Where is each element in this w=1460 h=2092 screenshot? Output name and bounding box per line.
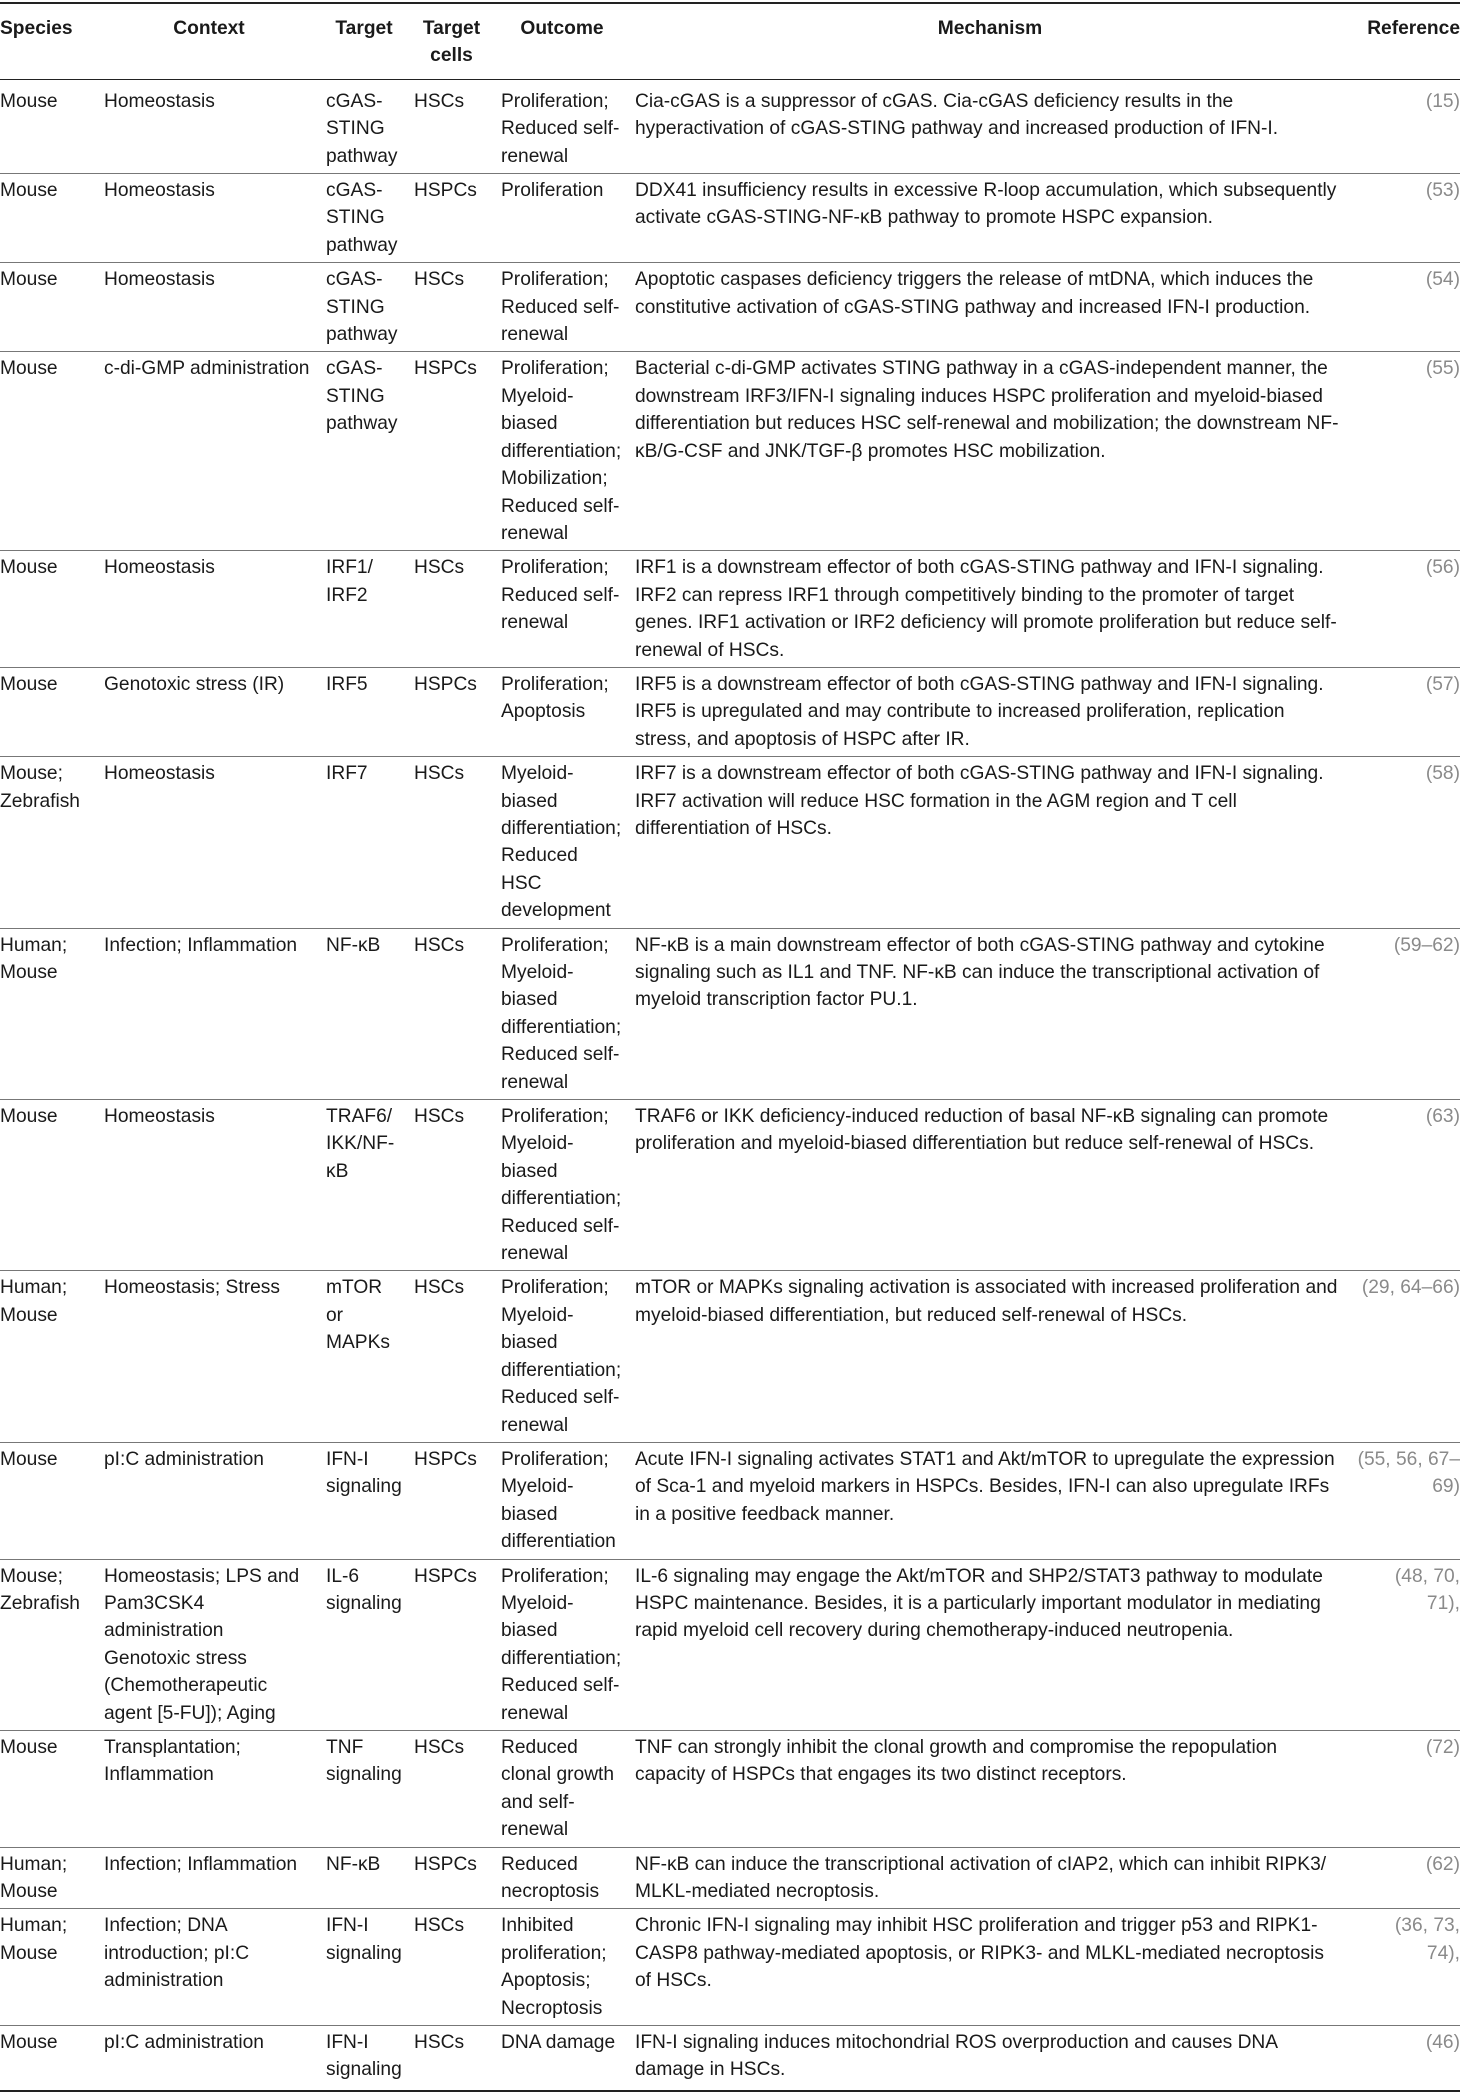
table-row xyxy=(0,1909,1460,2026)
table-header xyxy=(0,3,1460,79)
cell-target-cells: HSCs xyxy=(408,757,495,928)
cell-context: Infection; Inflammation xyxy=(98,928,320,1099)
cell-species: Human; Mouse xyxy=(0,928,98,1099)
cell-species: Mouse xyxy=(0,1442,98,1559)
cell-outcome: Proliferation; Myeloid-biased differentiation; Reduced self-renewal xyxy=(495,1271,629,1442)
cell-outcome: Reduced necroptosis xyxy=(495,1847,629,1909)
cell-target-cells: HSPCs xyxy=(408,174,495,263)
cell-reference: (57) xyxy=(1351,667,1460,756)
cell-mechanism: DDX41 insufficiency results in excessive R-loop accumulation, which subsequently activate cGAS-STING-NF-κB pathway to promote HSPC expansion. xyxy=(629,174,1351,263)
cell-target-cells: HSCs xyxy=(414,90,465,112)
cell-context: Homeostasis; Stress xyxy=(98,1271,320,1442)
hsc-signaling-table xyxy=(0,2,1460,2092)
cell-target: cGAS-STING pathway xyxy=(320,174,408,263)
cell-species: Human; Mouse xyxy=(0,1909,98,2026)
cell-outcome: Myeloid-biased differentiation; Reduced HSC development xyxy=(495,757,629,928)
cell-reference: (72) xyxy=(1351,1730,1460,1847)
header-mechanism: Mechanism xyxy=(629,3,1351,79)
cell-target-cells: HSPCs xyxy=(408,1442,495,1559)
cell-context: Homeostasis xyxy=(98,263,320,352)
cell-mechanism: IRF1 is a downstream effector of both cGAS-STING pathway and IFN-I signaling. IRF2 can repress IRF1 through competitively binding to the promoter of target genes. IRF1 activation or IRF2 deficiency will promote proliferation but reduce self-renewal of HSCs. xyxy=(629,551,1351,668)
cell-context: Genotoxic stress (IR) xyxy=(98,667,320,756)
cell-target: IFN-I signaling xyxy=(320,2026,408,2091)
cell-target-cells: HSCs xyxy=(408,1909,495,2026)
cell-target-cells: HSCs xyxy=(408,263,495,352)
table-row xyxy=(0,928,1460,1099)
cell-target: IFN-I signaling xyxy=(320,1909,408,2026)
cell-outcome: Proliferation; Myeloid-biased differentiation xyxy=(495,1442,629,1559)
cell-target: cGAS-STING pathway xyxy=(320,263,408,352)
cell-target-cells: HSCs xyxy=(408,928,495,1099)
cell-target-cells: HSCs xyxy=(408,1100,495,1271)
cell-species: Mouse; Zebrafish xyxy=(0,757,98,928)
cell-target-cells: HSCs xyxy=(408,2026,495,2091)
cell-species: Mouse xyxy=(0,90,58,112)
cell-outcome: Reduced clonal growth and self-renewal xyxy=(495,1730,629,1847)
cell-target-cells: HSCs xyxy=(408,1730,495,1847)
cell-species: Human; Mouse xyxy=(0,1271,98,1442)
cell-context: Homeostasis xyxy=(98,174,320,263)
cell-context: Transplantation; Inflammation xyxy=(98,1730,320,1847)
table-row xyxy=(0,1271,1460,1442)
cell-target: IL-6 signaling xyxy=(320,1559,408,1730)
cell-mechanism: Acute IFN-I signaling activates STAT1 and Akt/mTOR to upregulate the expression of Sca-1 and myeloid markers in HSPCs. Besides, IFN-I can also upregulate IRFs in a positive feedback manner. xyxy=(629,1442,1351,1559)
cell-reference: (54) xyxy=(1351,263,1460,352)
cell-context: c-di-GMP administration xyxy=(98,352,320,551)
cell-outcome: Proliferation; Reduced self-renewal xyxy=(501,90,620,167)
cell-mechanism: Chronic IFN-I signaling may inhibit HSC proliferation and trigger p53 and RIPK1-CASP8 pathway-mediated apoptosis, or RIPK3- and MLKL-mediated necroptosis of HSCs. xyxy=(629,1909,1351,2026)
cell-context: Homeostasis xyxy=(98,551,320,668)
cell-target-cells: HSPCs xyxy=(408,667,495,756)
table-body xyxy=(0,79,1460,2091)
cell-species: Mouse; Zebrafish xyxy=(0,1559,98,1730)
cell-reference: (48, 70, 71), xyxy=(1351,1559,1460,1730)
cell-mechanism: TRAF6 or IKK deficiency-induced reduction of basal NF-κB signaling can promote proliferation and myeloid-biased differentiation but reduce self-renewal of HSCs. xyxy=(629,1100,1351,1271)
cell-reference: (59–62) xyxy=(1351,928,1460,1099)
cell-outcome: Proliferation; Myeloid-biased differentiation; Mobilization; Reduced self-renewal xyxy=(495,352,629,551)
cell-reference: (46) xyxy=(1351,2026,1460,2091)
cell-reference: (53) xyxy=(1351,174,1460,263)
cell-target: IFN-I signaling xyxy=(320,1442,408,1559)
cell-target-cells: HSPCs xyxy=(408,1847,495,1909)
header-outcome: Outcome xyxy=(495,3,629,79)
cell-reference: (58) xyxy=(1351,757,1460,928)
cell-mechanism: IFN-I signaling induces mitochondrial ROS overproduction and causes DNA damage in HSCs. xyxy=(629,2026,1351,2091)
table-row xyxy=(0,1559,1460,1730)
cell-outcome: Proliferation; Reduced self-renewal xyxy=(495,551,629,668)
table-row xyxy=(0,757,1460,928)
cell-reference: (29, 64–66) xyxy=(1351,1271,1460,1442)
table-row xyxy=(0,352,1460,551)
cell-context: Homeostasis; LPS and Pam3CSK4 administration Genotoxic stress (Chemotherapeutic agent [5-FU]); Aging xyxy=(98,1559,320,1730)
cell-mechanism: Cia-cGAS is a suppressor of cGAS. Cia-cGAS deficiency results in the hyperactivation of cGAS-STING pathway and increased production of IFN-I. xyxy=(635,90,1279,140)
cell-mechanism: Bacterial c-di-GMP activates STING pathway in a cGAS-independent manner, the downstream IRF3/IFN-I signaling induces HSPC proliferation and myeloid-biased differentiation but reduces HSC self-renewal and mobilization; the downstream NF-κB/G-CSF and JNK/TGF-β promotes HSC mobilization. xyxy=(629,352,1351,551)
cell-outcome: Proliferation; Apoptosis xyxy=(495,667,629,756)
table-row xyxy=(0,1847,1460,1909)
cell-outcome: Proliferation; Myeloid-biased differentiation; Reduced self-renewal xyxy=(495,928,629,1099)
cell-species: Mouse xyxy=(0,1100,98,1271)
table-row xyxy=(0,667,1460,756)
cell-target: cGAS-STING pathway xyxy=(326,90,398,167)
header-target-cells: Target cells xyxy=(408,3,495,79)
cell-mechanism: NF-κB can induce the transcriptional activation of cIAP2, which can inhibit RIPK3/ MLKL-mediated necroptosis. xyxy=(629,1847,1351,1909)
cell-outcome: Proliferation; Myeloid-biased differentiation; Reduced self-renewal xyxy=(495,1559,629,1730)
cell-target-cells: HSPCs xyxy=(408,352,495,551)
cell-outcome: Proliferation; Reduced self-renewal xyxy=(495,263,629,352)
cell-mechanism: Apoptotic caspases deficiency triggers the release of mtDNA, which induces the constitutive activation of cGAS-STING pathway and increased IFN-I production. xyxy=(629,263,1351,352)
table-row xyxy=(0,551,1460,668)
cell-target-cells: HSCs xyxy=(408,551,495,668)
cell-context: Homeostasis xyxy=(98,757,320,928)
cell-species: Mouse xyxy=(0,551,98,668)
header-reference: Reference xyxy=(1351,3,1460,79)
cell-mechanism: IRF7 is a downstream effector of both cGAS-STING pathway and IFN-I signaling. IRF7 activation will reduce HSC formation in the AGM region and T cell differentiation of HSCs. xyxy=(629,757,1351,928)
cell-outcome: Proliferation xyxy=(495,174,629,263)
cell-target-cells: HSCs xyxy=(408,1271,495,1442)
cell-target: IRF5 xyxy=(320,667,408,756)
cell-target: TRAF6/ IKK/NF-κB xyxy=(320,1100,408,1271)
table-row xyxy=(0,174,1460,263)
cell-species: Mouse xyxy=(0,174,98,263)
table-row xyxy=(0,263,1460,352)
cell-reference: (55, 56, 67–69) xyxy=(1351,1442,1460,1559)
cell-mechanism: NF-κB is a main downstream effector of both cGAS-STING pathway and cytokine signaling such as IL1 and TNF. NF-κB can induce the transcriptional activation of myeloid transcription factor PU.1. xyxy=(629,928,1351,1099)
cell-target: NF-κB xyxy=(320,928,408,1099)
cell-species: Mouse xyxy=(0,1730,98,1847)
cell-target: NF-κB xyxy=(320,1847,408,1909)
table-row xyxy=(0,1442,1460,1559)
cell-target: IRF1/ IRF2 xyxy=(320,551,408,668)
cell-species: Mouse xyxy=(0,2026,98,2091)
cell-mechanism: TNF can strongly inhibit the clonal growth and compromise the repopulation capacity of HSPCs that engages its two distinct receptors. xyxy=(629,1730,1351,1847)
cell-context: Homeostasis xyxy=(104,90,215,112)
cell-reference: (36, 73, 74), xyxy=(1351,1909,1460,2026)
cell-target: mTOR or MAPKs xyxy=(320,1271,408,1442)
table-row xyxy=(0,1730,1460,1847)
cell-reference: (55) xyxy=(1351,352,1460,551)
cell-species: Mouse xyxy=(0,352,98,551)
cell-species: Mouse xyxy=(0,667,98,756)
cell-mechanism: mTOR or MAPKs signaling activation is associated with increased proliferation and myeloid-biased differentiation, but reduced self-renewal of HSCs. xyxy=(629,1271,1351,1442)
header-row xyxy=(0,3,1460,79)
cell-target-cells: HSPCs xyxy=(408,1559,495,1730)
cell-outcome: Inhibited proliferation; Apoptosis; Necroptosis xyxy=(495,1909,629,2026)
cell-target: IRF7 xyxy=(320,757,408,928)
cell-mechanism: IRF5 is a downstream effector of both cGAS-STING pathway and IFN-I signaling. IRF5 is upregulated and may contribute to increased proliferation, replication stress, and apoptosis of HSPC after IR. xyxy=(629,667,1351,756)
table-row xyxy=(0,1100,1460,1271)
cell-reference: (62) xyxy=(1351,1847,1460,1909)
cell-reference: (63) xyxy=(1351,1100,1460,1271)
cell-target: cGAS-STING pathway xyxy=(320,352,408,551)
cell-outcome: Proliferation; Myeloid-biased differentiation; Reduced self-renewal xyxy=(495,1100,629,1271)
cell-context: Homeostasis xyxy=(98,1100,320,1271)
header-species: Species xyxy=(0,3,98,79)
cell-reference: (15) xyxy=(1425,90,1460,112)
cell-context: Infection; DNA introduction; pI:C administration xyxy=(98,1909,320,2026)
cell-reference: (56) xyxy=(1351,551,1460,668)
header-context: Context xyxy=(98,3,320,79)
cell-target: TNF signaling xyxy=(320,1730,408,1847)
table-row xyxy=(0,79,1460,173)
cell-mechanism: IL-6 signaling may engage the Akt/mTOR and SHP2/STAT3 pathway to modulate HSPC maintenance. Besides, it is a particularly important modulator in mediating rapid myeloid cell recovery during chemotherapy-induced neutropenia. xyxy=(629,1559,1351,1730)
cell-species: Mouse xyxy=(0,263,98,352)
cell-context: Infection; Inflammation xyxy=(98,1847,320,1909)
header-target: Target xyxy=(320,3,408,79)
cell-context: pI:C administration xyxy=(98,1442,320,1559)
cell-species: Human; Mouse xyxy=(0,1847,98,1909)
cell-context: pI:C administration xyxy=(98,2026,320,2091)
cell-outcome: DNA damage xyxy=(495,2026,629,2091)
table-row xyxy=(0,2026,1460,2091)
